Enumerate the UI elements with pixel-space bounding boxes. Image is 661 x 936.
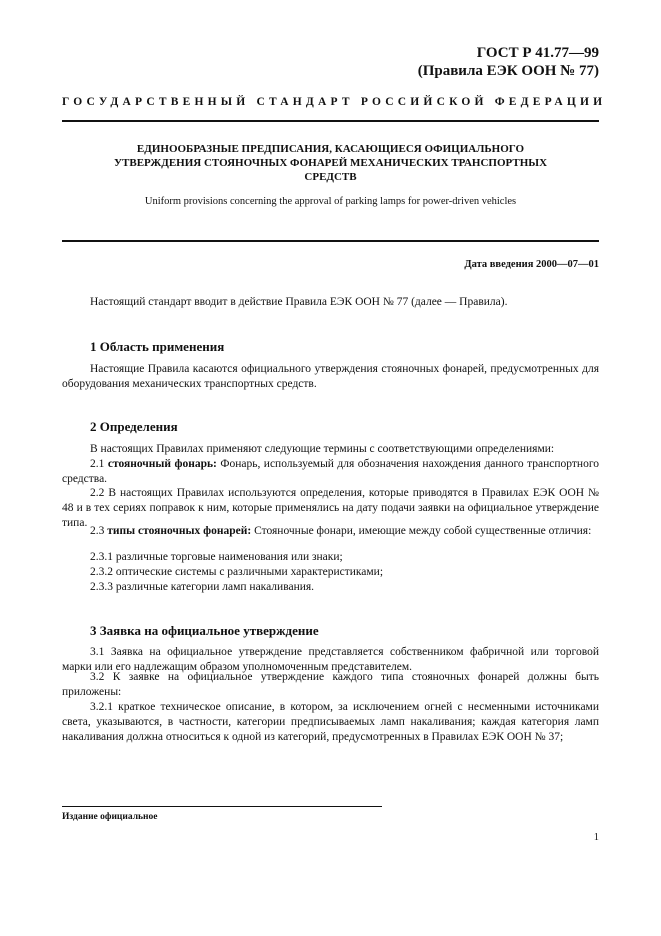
title-line: ЕДИНООБРАЗНЫЕ ПРЕДПИСАНИЯ, КАСАЮЩИЕСЯ ОФИЦИАЛЬНОГО: [136, 143, 525, 155]
document-code: [418, 44, 599, 80]
list-item-2-3-3: 2.3.3 различные категории ламп накаливания.: [90, 581, 315, 593]
definition-2-3: [62, 524, 599, 539]
clause-3-1: 3.1 Заявка на официальное утверждение представляется собственником фабричной или торговой марки или его надлежащим образом уполномоченным представителем.: [62, 646, 599, 673]
definition-text: Фонарь, используемый для обозначения нахождения данного транспортного средства.: [62, 458, 600, 485]
middle-divider: [62, 240, 599, 242]
title-line: УТВЕРЖДЕНИЯ СТОЯНОЧНЫХ ФОНАРЕЙ МЕХАНИЧЕСКИХ ТРАНСПОРТНЫХ: [113, 157, 548, 169]
clause-3-2-1: 3.2.1 краткое техническое описание, в котором, за исключением огней с несменными источниками света, указываются, в частности, категории предписываемых ламп накаливания; каждая категория ламп накаливания должна относиться к одной из категорий, предусмотренных в Правилах ЕЭК ООН № 37;: [62, 701, 599, 743]
section-2-intro: В настоящих Правилах применяют следующие термины с соответствующими определениями:: [90, 443, 555, 455]
term-lamp-types: типы стояночных фонарей:: [107, 525, 252, 537]
unece-reference: (Правила ЕЭК ООН № 77): [417, 63, 599, 79]
footer-divider: [62, 806, 382, 807]
clause-3-2: 3.2 К заявке на официальное утверждение каждого типа стояночных фонарей должны быть приложены:: [62, 671, 599, 698]
term-parking-lamp: стояночный фонарь:: [107, 458, 217, 470]
section-1-heading: 1 Область применения: [90, 339, 225, 354]
definition-2-1: [62, 457, 599, 487]
document-title: [62, 142, 599, 184]
standard-title: ГОСУДАРСТВЕННЫЙ СТАНДАРТ РОССИЙСКОЙ ФЕДЕРАЦИИ: [62, 96, 607, 108]
section-1-text: Настоящие Правила касаются официального утверждения стояночных фонарей, предусмотренных для оборудования механических транспортных средств.: [62, 363, 599, 390]
clause-number: 2.3: [90, 525, 105, 537]
section-2-heading: 2 Определения: [90, 419, 178, 434]
definition-2-2: 2.2 В настоящих Правилах используются определения, которые приводятся в Правилах ЕЭК ООН № 48 и в тех сериях поправок к ним, которые применялись на дату подачи заявки на официальное утверждение типа.: [62, 487, 599, 529]
introduction-date: Дата введения 2000—07—01: [464, 259, 599, 270]
clause-number: 2.1: [90, 458, 105, 470]
top-divider: [62, 120, 599, 122]
list-item-2-3-1: 2.3.1 различные торговые наименования или знаки;: [90, 551, 343, 563]
definition-text: Стояночные фонари, имеющие между собой существенные отличия:: [254, 525, 592, 537]
gost-number: ГОСТ Р 41.77—99: [476, 45, 599, 61]
title-line: СРЕДСТВ: [304, 171, 357, 183]
official-edition-label: Издание официальное: [62, 812, 158, 822]
english-title: Uniform provisions concerning the approval of parking lamps for power-driven vehicles: [144, 196, 517, 207]
list-item-2-3-2: 2.3.2 оптические системы с различными характеристиками;: [90, 566, 384, 578]
section-3-heading: 3 Заявка на официальное утверждение: [90, 623, 319, 638]
page-number: 1: [593, 832, 599, 843]
intro-paragraph: Настоящий стандарт вводит в действие Правила ЕЭК ООН № 77 (далее — Правила).: [90, 296, 508, 308]
